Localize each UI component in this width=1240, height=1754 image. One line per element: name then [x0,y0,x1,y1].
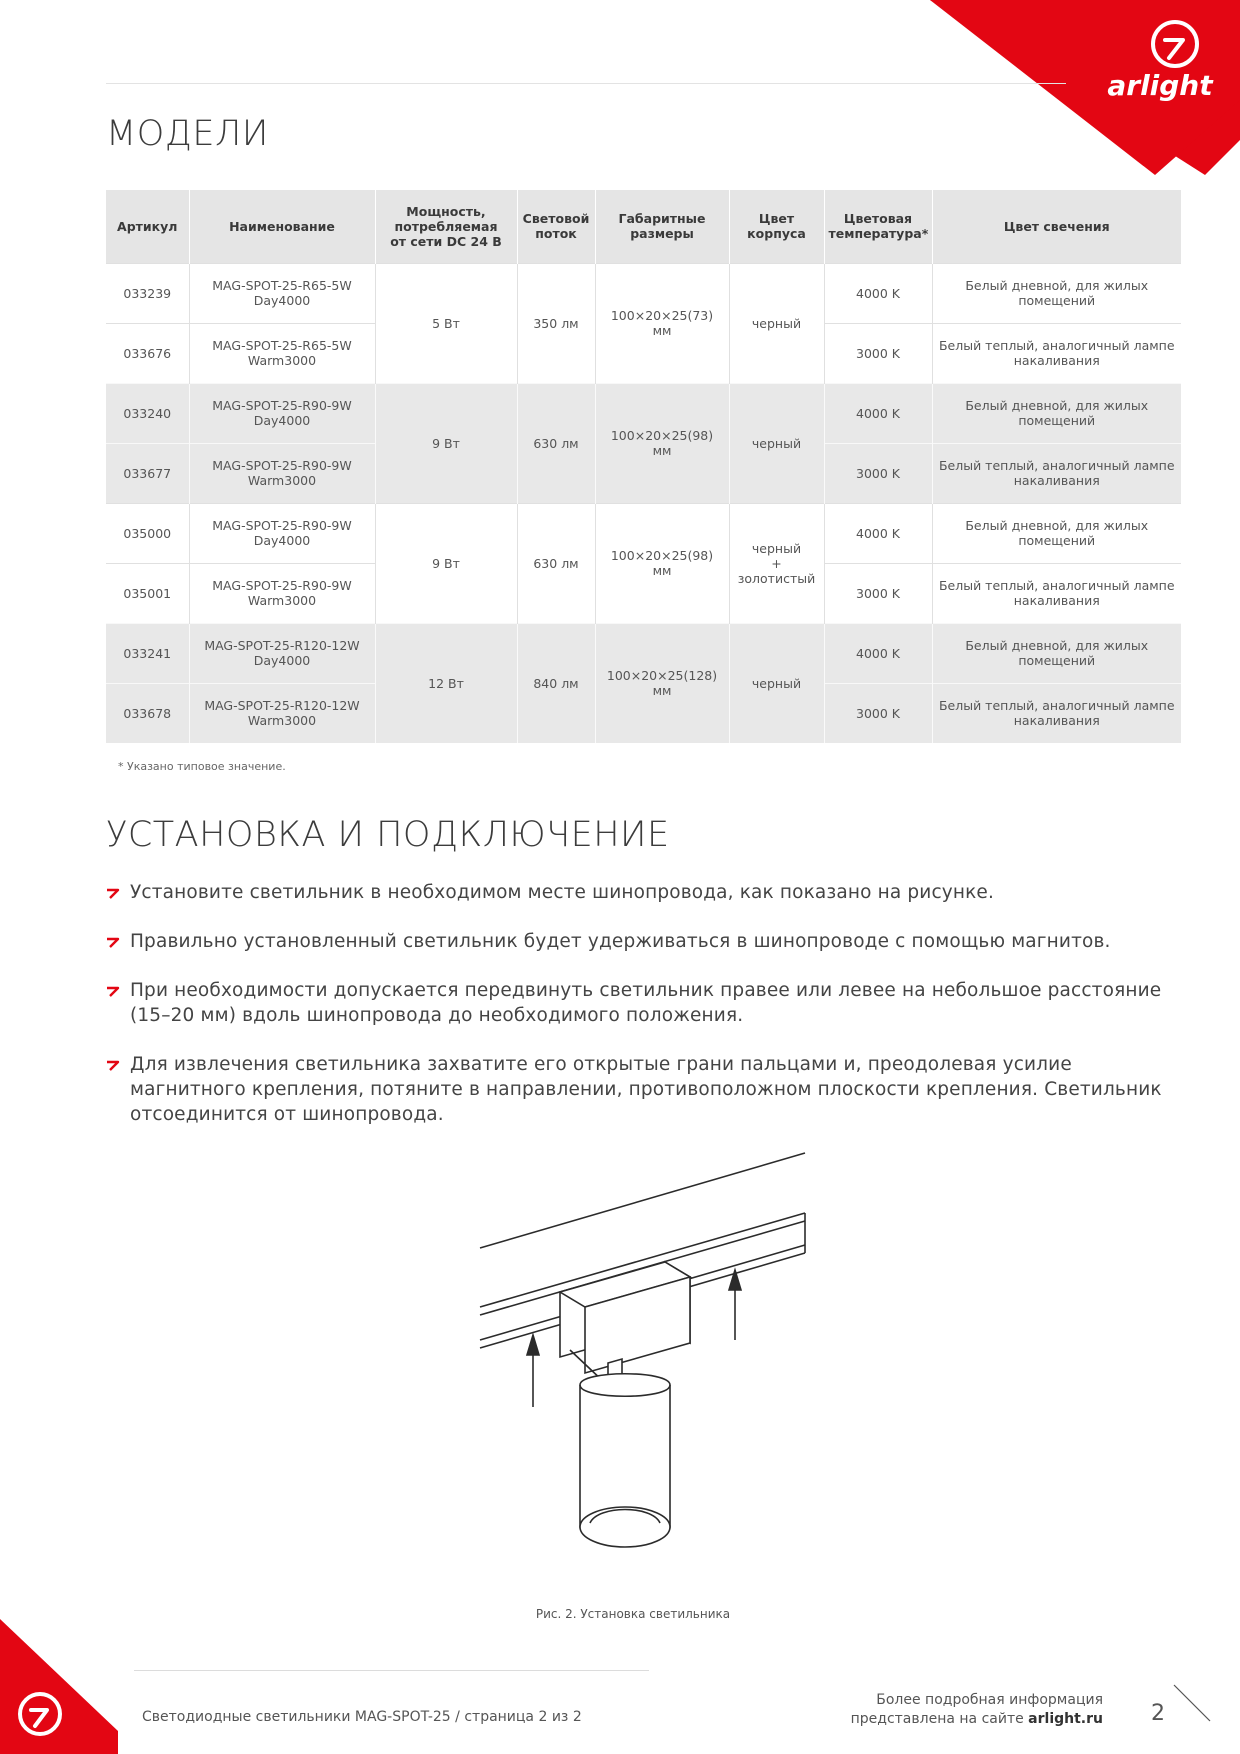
cell-dimensions: 100×20×25(128) мм [595,623,729,743]
cell-glow-color: Белый дневной, для жилых помещений [932,383,1181,443]
cell-color-temp: 3000 K [824,323,932,383]
cell-sku: 033677 [106,443,189,503]
cell-name: MAG-SPOT-25-R90-9W Day4000 [189,503,375,563]
page-number: 2 [1151,1701,1165,1726]
cell-power: 5 Вт [375,263,517,383]
col-header-name: Наименование [189,190,375,263]
installation-illustration [470,1145,820,1565]
figure-caption: Рис. 2. Установка светильника [535,1607,731,1621]
step-text: Установите светильник в необходимом месте шинопровода, как показано на рисунке. [130,882,994,903]
cell-sku: 035000 [106,503,189,563]
arlight-logo-text: arlight [1107,69,1213,102]
cell-body-color: черный + золотистый [729,503,824,623]
table-footnote: * Указано типовое значение. [118,760,286,773]
cell-power: 9 Вт [375,383,517,503]
cell-sku: 033678 [106,683,189,743]
cell-body-color: черный [729,383,824,503]
red-arrow-bullet-icon [106,985,120,997]
table-row [106,383,1181,443]
cell-color-temp: 3000 K [824,683,932,743]
red-arrow-bullet-icon [106,936,120,948]
footer-more-info-line1: Более подробная информация [876,1692,1103,1708]
cell-glow-color: Белый теплый, аналогичный лампе накаливания [932,323,1181,383]
footer-site-link[interactable]: arlight.ru [1028,1711,1103,1727]
col-header-power: Мощность, потребляемая от сети DC 24 В [375,190,517,263]
list-item [106,929,1176,954]
cell-name: MAG-SPOT-25-R90-9W Warm3000 [189,563,375,623]
section-title-installation: УСТАНОВКА И ПОДКЛЮЧЕНИЕ [106,815,670,855]
arlight-logo [930,0,1240,180]
cell-body-color: черный [729,623,824,743]
footer-logo-corner [0,1619,120,1754]
step-text: Правильно установленный светильник будет удерживаться в шинопроводе с помощью магнитов. [130,931,1111,952]
cell-color-temp: 4000 K [824,503,932,563]
table-row [106,263,1181,323]
cell-name: MAG-SPOT-25-R65-5W Warm3000 [189,323,375,383]
cell-glow-color: Белый теплый, аналогичный лампе накаливания [932,683,1181,743]
step-text: При необходимости допускается передвинуть светильник правее или левее на небольшое расстояние (15–20 мм) вдоль шинопровода до необходимого положения. [130,980,1162,1026]
cell-glow-color: Белый дневной, для жилых помещений [932,503,1181,563]
section-title-models: МОДЕЛИ [106,114,269,154]
list-item [106,1052,1176,1127]
cell-dimensions: 100×20×25(98) мм [595,383,729,503]
installation-steps-list [106,880,1176,1151]
cell-flux: 630 лм [517,383,595,503]
col-header-body-color: Цвет корпуса [729,190,824,263]
cell-color-temp: 4000 K [824,383,932,443]
table-row [106,503,1181,563]
cell-sku: 035001 [106,563,189,623]
cell-glow-color: Белый дневной, для жилых помещений [932,263,1181,323]
cell-sku: 033240 [106,383,189,443]
col-header-sku: Артикул [106,190,189,263]
cell-sku: 033239 [106,263,189,323]
cell-dimensions: 100×20×25(73) мм [595,263,729,383]
models-table [106,190,1181,743]
cell-glow-color: Белый теплый, аналогичный лампе накаливания [932,443,1181,503]
cell-dimensions: 100×20×25(98) мм [595,503,729,623]
col-header-flux: Световой поток [517,190,595,263]
table-header-row [106,190,1181,263]
cell-body-color: черный [729,263,824,383]
cell-power: 9 Вт [375,503,517,623]
cell-color-temp: 4000 K [824,623,932,683]
cell-name: MAG-SPOT-25-R120-12W Warm3000 [189,683,375,743]
red-arrow-bullet-icon [106,887,120,899]
track-top-edge [480,1153,805,1248]
footer-more-info-line2: представлена на сайте [850,1711,1024,1727]
footer-more-info [851,1691,1103,1729]
cell-flux: 350 лм [517,263,595,383]
red-arrow-bullet-icon [106,1059,120,1071]
cell-color-temp: 3000 K [824,563,932,623]
cell-sku: 033676 [106,323,189,383]
spot-lens-rim [580,1507,670,1547]
cell-name: MAG-SPOT-25-R120-12W Day4000 [189,623,375,683]
cell-color-temp: 4000 K [824,263,932,323]
cell-name: MAG-SPOT-25-R90-9W Day4000 [189,383,375,443]
cell-glow-color: Белый теплый, аналогичный лампе накаливания [932,563,1181,623]
col-header-glow-color: Цвет свечения [932,190,1181,263]
page-slash-icon [1172,1683,1212,1723]
col-header-dimensions: Габаритные размеры [595,190,729,263]
col-header-color-temp: Цветовая температура* [824,190,932,263]
cell-glow-color: Белый дневной, для жилых помещений [932,623,1181,683]
list-item [106,880,1176,905]
cell-power: 12 Вт [375,623,517,743]
cell-flux: 630 лм [517,503,595,623]
cell-sku: 033241 [106,623,189,683]
header-divider [106,83,1066,84]
cell-name: MAG-SPOT-25-R65-5W Day4000 [189,263,375,323]
list-item [106,978,1176,1028]
step-text: Для извлечения светильника захватите его открытые грани пальцами и, преодолевая усилие магнитного крепления, потяните в направлении, противоположном плоскости крепления. Светильник отсоединится от шинопровода. [130,1054,1162,1125]
cell-name: MAG-SPOT-25-R90-9W Warm3000 [189,443,375,503]
footer-divider [134,1670,649,1671]
table-row [106,623,1181,683]
footer-document-info: Светодиодные светильники MAG-SPOT-25 / страница 2 из 2 [142,1709,582,1725]
cell-color-temp: 3000 K [824,443,932,503]
cell-flux: 840 лм [517,623,595,743]
